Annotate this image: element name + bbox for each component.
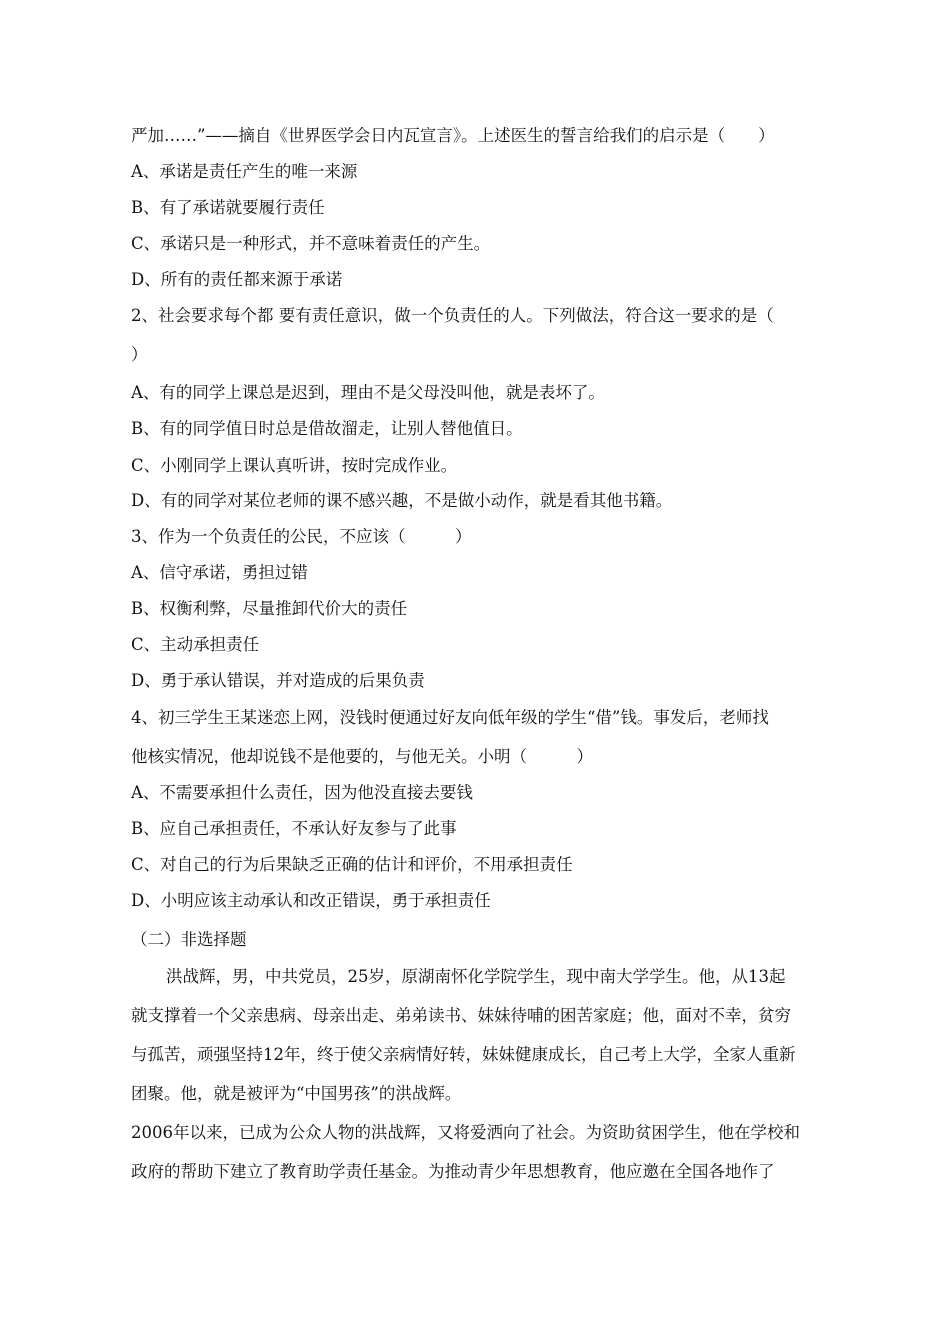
question-2-option-c: C、小刚同学上课认真听讲，按时完成作业。 xyxy=(131,456,458,475)
question-2-option-b: B、有的同学值日时总是借故溜走，让别人替他值日。 xyxy=(131,419,523,438)
passage-line-1: 洪战辉，男，中共党员，25岁，原湖南怀化学院学生，现中南大学学生。他，从13起 xyxy=(166,967,786,986)
question-2-option-d: D、有的同学对某位老师的课不感兴趣，不是做小动作，就是看其他书籍。 xyxy=(131,491,673,510)
passage-line-4: 团聚。他，就是被评为“中国男孩”的洪战辉。 xyxy=(131,1084,462,1103)
question-2-stem: 2、社会要求每个都 要有责任意识，做一个负责任的人。下列做法，符合这一要求的是（ xyxy=(131,306,774,325)
question-1-stem-end: 严加……”——摘自《世界医学会日内瓦宣言》。上述医生的誓言给我们的启示是（ ） xyxy=(131,126,775,145)
question-1-option-c: C、承诺只是一种形式，并不意味着责任的产生。 xyxy=(131,234,491,253)
passage-line-6: 政府的帮助下建立了教育助学责任基金。为推动青少年思想教育，他应邀在全国各地作了 xyxy=(131,1162,775,1181)
question-4-option-d: D、小明应该主动承认和改正错误，勇于承担责任 xyxy=(131,891,491,910)
question-4-option-b: B、应自己承担责任，不承认好友参与了此事 xyxy=(131,819,457,838)
question-1-option-a: A、承诺是责任产生的唯一来源 xyxy=(131,162,358,181)
question-3-option-c: C、主动承担责任 xyxy=(131,635,260,654)
question-3-option-a: A、信守承诺，勇担过错 xyxy=(131,563,308,582)
question-3-option-b: B、权衡利弊，尽量推卸代价大的责任 xyxy=(131,599,408,618)
passage-line-5: 2006年以来，已成为公众人物的洪战辉，又将爱洒向了社会。为资助贫困学生，他在学校和 xyxy=(131,1123,800,1142)
question-3-option-d: D、勇于承认错误，并对造成的后果负责 xyxy=(131,671,425,690)
question-4-option-c: C、对自己的行为后果缺乏正确的估计和评价，不用承担责任 xyxy=(131,855,573,874)
question-1-option-b: B、有了承诺就要履行责任 xyxy=(131,198,325,217)
question-4-stem-end: 他核实情况，他却说钱不是他要的，与他无关。小明（ ） xyxy=(131,747,593,766)
question-2-stem-end: ） xyxy=(131,345,148,364)
passage-line-3: 与孤苦，顽强坚持12年，终于使父亲病情好转，妹妹健康成长，自己考上大学，全家人重新 xyxy=(131,1045,796,1064)
passage-line-2: 就支撑着一个父亲患病、母亲出走、弟弟读书、妹妹待哺的困苦家庭；他，面对不幸，贫穷 xyxy=(131,1006,791,1025)
question-4-stem: 4、初三学生王某迷恋上网，没钱时便通过好友向低年级的学生“借”钱。事发后，老师找 xyxy=(131,708,769,727)
question-2-option-a: A、有的同学上课总是迟到，理由不是父母没叫他，就是表坏了。 xyxy=(131,383,605,402)
question-4-option-a: A、不需要承担什么责任，因为他没直接去要钱 xyxy=(131,783,473,802)
question-3-stem: 3、作为一个负责任的公民，不应该（ ） xyxy=(131,527,472,546)
question-1-option-d: D、所有的责任都来源于承诺 xyxy=(131,270,343,289)
section-heading-non-choice: （二）非选择题 xyxy=(131,930,247,949)
